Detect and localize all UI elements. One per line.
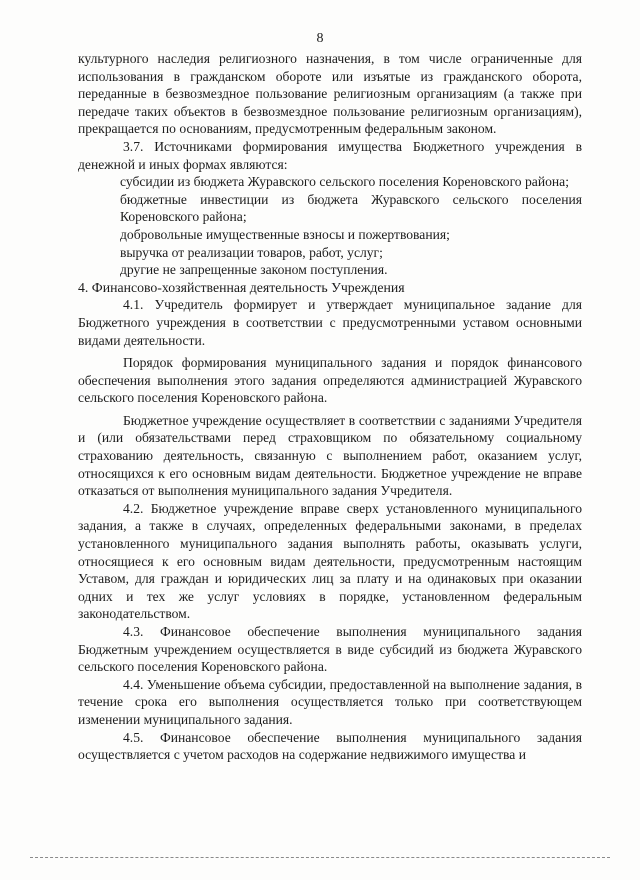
paragraph: культурного наследия религиозного назначения, в том числе ограниченные для использования в гражданском обороте или изъятые из гражданского оборота, переданные в безвозмездное пользование религиозным организациям (а также при передаче таких объектов в безвозмездное пользование религиозным организациям), прекращается по основаниям, предусмотренным федеральным законом. [78,51,582,137]
paragraph: 4.2. Бюджетное учреждение вправе сверх установленного муниципального задания, а также в случаях, определенных федеральными законами, в пределах установленного муниципального задания выполнять работы, оказывать услуги, относящиеся к его основным видам деятельности, предусмотренным настоящим Уставом, для граждан и юридических лиц за плату и на одинаковых при оказании одних и тех же услуг условиях в порядке, установленном федеральным законодательством. [78,500,582,622]
list-item: бюджетные инвестиции из бюджета Журавского сельского поселения Кореновского района; [120,191,582,225]
list-item: другие не запрещенные законом поступления. [120,262,388,278]
paragraph: 4.1. Учредитель формирует и утверждает муниципальное задание для Бюджетного учреждения в соответствии с предусмотренными уставом основными видами деятельности. [78,297,582,348]
list-item: выручка от реализации товаров, работ, услуг; [120,244,383,260]
paragraph: 4.5. Финансовое обеспечение выполнения муниципального задания осуществляется с учетом расходов на содержание недвижимого имущества и [78,729,582,763]
list-item: субсидии из бюджета Журавского сельского поселения Кореновского района; [120,174,569,190]
document-body [78,50,582,764]
page-number: 8 [316,31,324,46]
section-heading: 4. Финансово-хозяйственная деятельность Учреждения [78,279,405,295]
list-item: добровольные имущественные взносы и пожертвования; [120,226,450,242]
paragraph: Бюджетное учреждение осуществляет в соответствии с заданиями Учредителя и (или обязательствами перед страховщиком по обязательному социальному страхованию деятельность, связанную с выполнением работ, оказанием услуг, относящихся к его основным видам деятельности. Бюджетное учреждение не вправе отказаться от выполнения муниципального задания Учредителя. [78,412,582,499]
paragraph: Порядок формирования муниципального задания и порядок финансового обеспечения выполнения этого задания определяются администрацией Журавского сельского поселения Кореновского района. [78,355,582,406]
page-bottom-edge [30,857,610,859]
paragraph: 4.4. Уменьшение объема субсидии, предоставленной на выполнение задания, в течение срока его выполнения осуществляется только при соответствующем изменении муниципального задания. [78,676,582,727]
paragraph: 4.3. Финансовое обеспечение выполнения муниципального задания Бюджетным учреждением осуществляется в виде субсидий из бюджета Журавского сельского поселения Кореновского района. [78,624,582,675]
paragraph: 3.7. Источниками формирования имущества Бюджетного учреждения в денежной и иных формах являются: [78,138,582,172]
